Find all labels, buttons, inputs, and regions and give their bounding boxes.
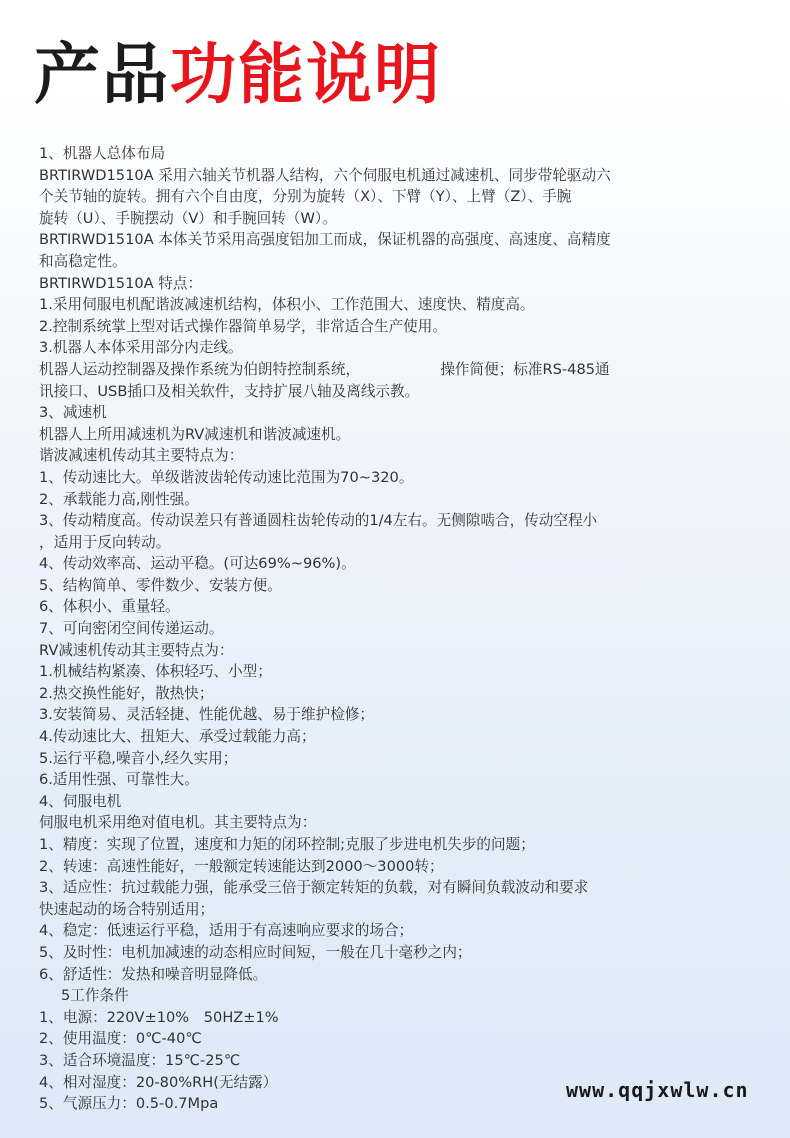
text-line: RV减速机传动其主要特点为： (39, 641, 234, 659)
text-line: 6.适用性强、可靠性大。 (39, 771, 199, 789)
text-line: 7、可向密闭空间传递运动。 (39, 620, 224, 638)
text-line: 1、精度：实现了位置，速度和力矩的闭环控制;克服了步进电机失步的问题； (39, 836, 535, 853)
text-line: 和高稳定性。 (39, 252, 127, 270)
page-title (34, 30, 442, 120)
text-line: 6、体积小、重量轻。 (39, 598, 180, 616)
text-line: 1、机器人总体布局 (39, 145, 166, 162)
text-line: 3.机器人本体采用部分内走线。 (39, 339, 243, 357)
text-line: 4、相对湿度：20-80%RH(无结露） (39, 1073, 278, 1091)
text-line: 1.机械结构紧凑、体积轻巧、小型； (39, 663, 272, 681)
text-line: 3、传动精度高。传动误差只有普通圆柱齿轮传动的1/4左右。无侧隙啮合，传动空程小 (39, 512, 598, 530)
text-line: BRTIRWD1510A 采用六轴关节机器人结构，六个伺服电机通过减速机、同步带轮驱动六 (39, 166, 611, 184)
text-line: 5工作条件 (61, 987, 129, 1005)
text-line: 1、传动速比大。单级谐波齿轮传动速比范围为70~320。 (39, 468, 414, 486)
text-line: 2.控制系统掌上型对话式操作器简单易学，非常适合生产使用。 (39, 317, 447, 335)
text-line: 5、气源压力：0.5-0.7Mpa (39, 1095, 219, 1113)
text-line: 快速起动的场合特别适用； (39, 900, 215, 918)
text-line: 6、舒适性：发热和噪音明显降低。 (39, 965, 268, 983)
text-line: 机器人运动控制器及操作系统为伯朗特控制系统， 操作简便；标准RS-485通 (39, 360, 610, 378)
text-line: 3、减速机 (39, 404, 107, 422)
text-line: 2、承载能力高,刚性强。 (39, 490, 199, 508)
text-line: 2、使用温度：0℃-40℃ (39, 1030, 202, 1048)
title-part-function: 功能说明 (170, 36, 442, 113)
text-line: 2.热交换性能好，散热快； (39, 684, 214, 702)
text-line: 4、稳定：低速运行平稳，适用于有高速响应要求的场合； (39, 922, 414, 940)
text-line: 4.传动速比大、扭矩大、承受过载能力高； (39, 728, 316, 746)
text-line: 4、伺服电机 (39, 792, 122, 810)
text-line: 3、适合环境温度：15℃-25℃ (39, 1051, 241, 1069)
text-line: 伺服电机采用绝对值电机。其主要特点为： (39, 814, 317, 832)
text-line: BRTIRWD1510A 特点： (39, 274, 203, 292)
title-part-product: 产品 (34, 36, 170, 113)
text-line: BRTIRWD1510A 本体关节采用高强度铝加工而成，保证机器的高强度、高速度、高精度 (39, 231, 611, 249)
text-line: 3.安装简易、灵活轻捷、性能优越、易于维护检修； (39, 706, 374, 724)
text-line: 5、结构简单、零件数少、安装方便。 (39, 576, 282, 594)
text-line: 4、传动效率高、运动平稳。(可达69%~96%)。 (39, 555, 356, 573)
website-watermark: www.qqjxwlw.cn (566, 1078, 749, 1102)
text-line: ，适用于反向转动。 (39, 533, 171, 551)
text-line: 旋转（U）、手腕摆动（V）和手腕回转（W）。 (39, 209, 337, 227)
text-line: 1.采用伺服电机配谐波减速机结构，体积小、工作范围大、速度快、精度高。 (39, 296, 535, 314)
text-line: 谐波减速机传动其主要特点为： (39, 447, 244, 465)
text-line: 1、电源：220V±10% 50HZ±1% (39, 1008, 279, 1026)
text-line: 2、转速：高速性能好，一般额定转速能达到2000～3000转； (39, 857, 444, 875)
text-line: 机器人上所用减速机为RV减速机和谐波减速机。 (39, 425, 351, 443)
text-line: 个关节轴的旋转。拥有六个自由度，分别为旋转（X）、下臂（Y）、上臂（Z）、手腕 (39, 188, 572, 206)
text-line: 5.运行平稳,噪音小,经久实用； (39, 749, 238, 767)
spec-text-body (39, 143, 779, 1115)
text-line: 讯接口、USB插口及相关软件，支持扩展八轴及离线示教。 (39, 382, 420, 400)
text-line: 5、及时性：电机加减速的动态相应时间短，一般在几十毫秒之内； (39, 943, 472, 961)
text-line: 3、适应性：抗过载能力强，能承受三倍于额定转矩的负载，对有瞬间负载波动和要求 (39, 879, 589, 897)
